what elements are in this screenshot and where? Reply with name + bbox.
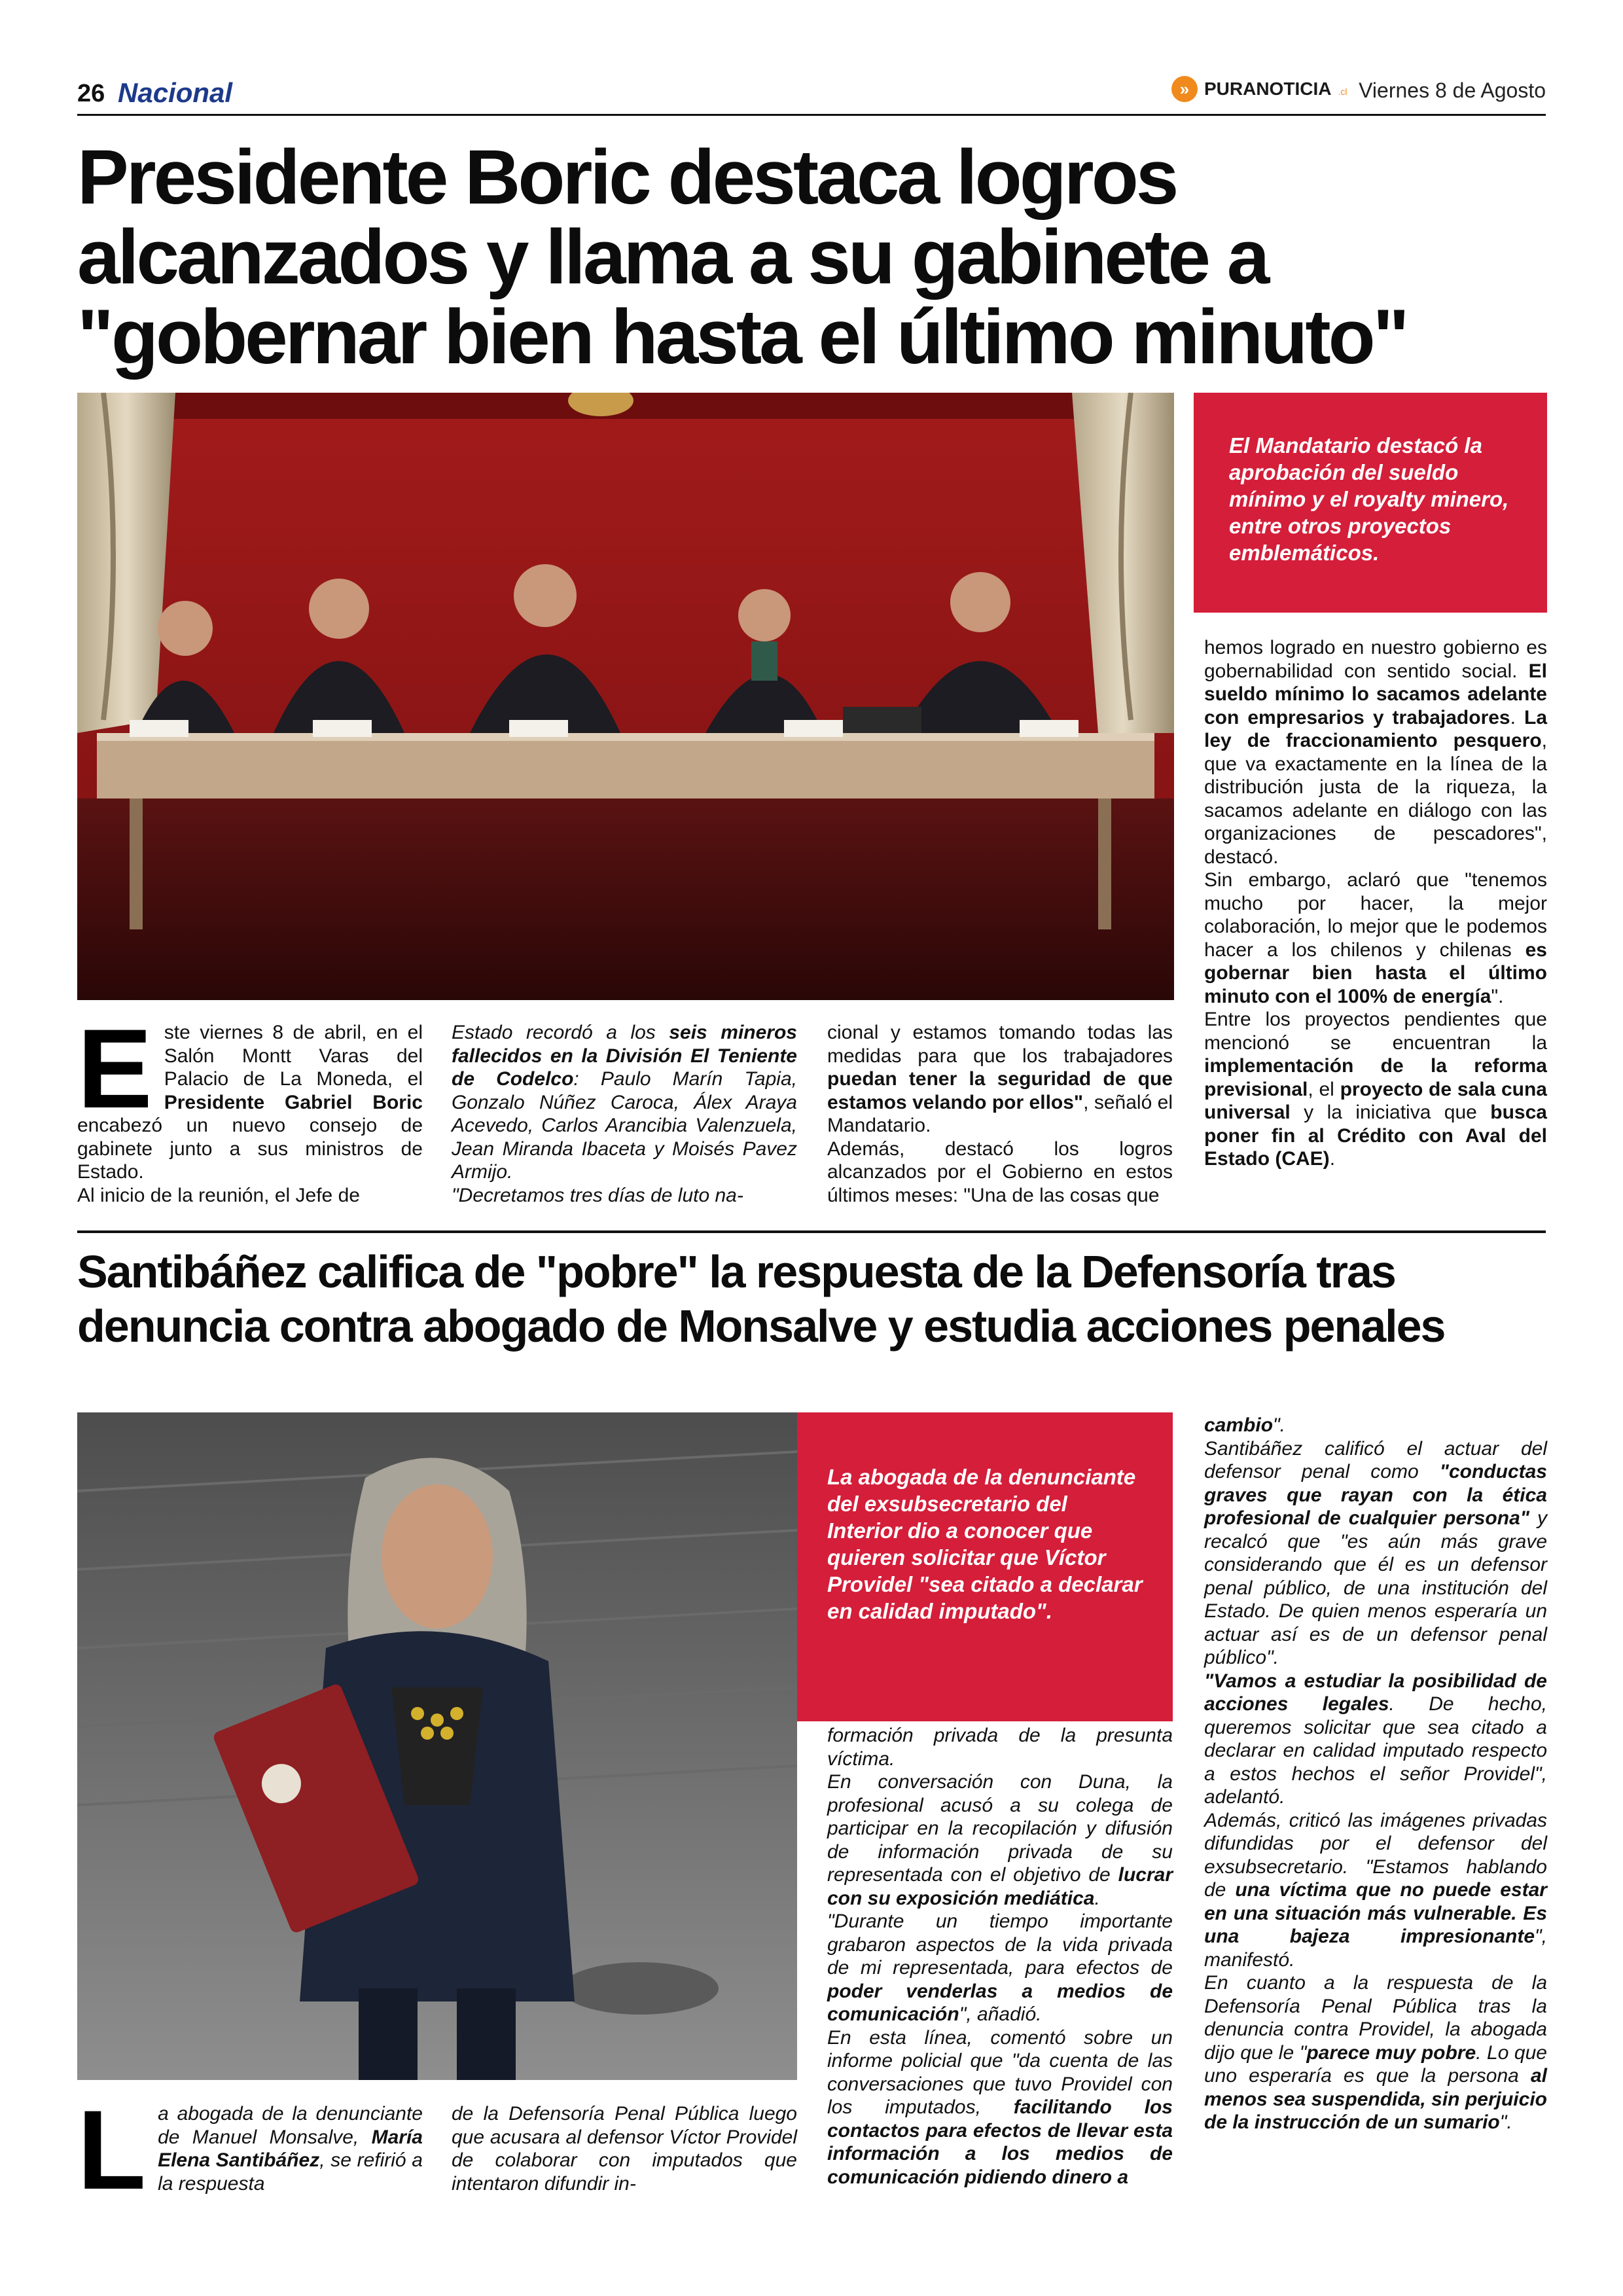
- a2c4-bold-5: parece muy pobre: [1306, 2041, 1476, 2064]
- article2-column-4: [1204, 1414, 1547, 2134]
- a1c1-text-3: Al inicio de la reunión, el Jefe de: [77, 1184, 360, 1206]
- a1c1-text-1: ste viernes 8 de abril, en el Salón Montt Varas del Palacio de La Moneda, el: [164, 1022, 423, 1090]
- a2c4-text-9: ".: [1499, 2111, 1512, 2133]
- a2c3-bold-1: lucrar con su exposición mediática: [827, 1864, 1173, 1909]
- a2c4-text-3: y recalcó que "es aún más grave considerando que él es un defensor penal público, de una institución del Estado. De quien menos esperaría un actuar así es de un defensor penal público".: [1204, 1507, 1547, 1668]
- a1c4-text-5: ".: [1491, 985, 1504, 1007]
- a2c1-bold-1: María Elena Santibáñez: [158, 2126, 423, 2171]
- article2-callout: [797, 1412, 1173, 1721]
- a2c3-text-5: ", añadió.: [959, 2003, 1042, 2025]
- a2c2-text-1: de la Defensoría Penal Pública luego que acusara al defensor Víctor Providel de colaborar con imputados que intentaron difundir in-: [452, 2103, 797, 2195]
- a2c3-text-2: En conversación con Duna, la profesional acusó a su colega de participar en la recopilación y difusión de información privada de su representada con el objetivo de: [827, 1771, 1173, 1886]
- a2c4-bold-4: una víctima que no puede estar en una situación más vulnerable. Es una bajeza impresionante: [1204, 1879, 1547, 1947]
- a1c3-bold-1: puedan tener la seguridad de que estamos velando por ellos": [827, 1068, 1173, 1113]
- article2-callout-text: La abogada de la denunciante del exsubsecretario del Interior dio a conocer que quieren solicitar que Víctor Providel "sea citado a declarar en calidad imputado".: [827, 1465, 1143, 1623]
- a1c2-text-1: Estado recordó a los: [452, 1022, 669, 1043]
- a1c4-text-2: .: [1510, 706, 1524, 728]
- a2c4-text-5: Además, criticó las imágenes privadas difundidas por el defensor del exsubsecretario. "Estamos hablando de: [1204, 1809, 1547, 1901]
- a1c4-text-8: y la iniciativa que: [1290, 1102, 1491, 1123]
- article1-column-4: [1204, 636, 1547, 1171]
- a2c4-text-8: . Lo que uno esperaría es que la persona: [1204, 2041, 1547, 2087]
- a1c4-bold-4: implementación de la reforma previsional: [1204, 1055, 1547, 1100]
- a2c4-bold-2: "conductas graves que rayan con la ética profesional de cualquier persona": [1204, 1461, 1547, 1529]
- lawyer-walking-illustration: [77, 1412, 797, 2080]
- brand-suffix: .cl: [1338, 86, 1347, 97]
- article1-callout: [1194, 393, 1547, 613]
- brand-name: PURANOTICIA: [1204, 79, 1332, 99]
- a1c4-bold-5: proyecto de sala cuna universal: [1204, 1078, 1547, 1123]
- a1c4-text-7: , el: [1308, 1078, 1340, 1100]
- page-number: 26: [77, 80, 105, 107]
- a1c3-text-3: Además, destacó los logros alcanzados por el Gobierno en estos últimos meses: "Una de las cosas que: [827, 1138, 1173, 1206]
- a1c4-bold-1: El sueldo mínimo lo sacamos adelante con empresarios y trabajadores: [1204, 660, 1547, 728]
- issue-date: Viernes 8 de Agosto: [1359, 79, 1546, 102]
- header-divider: [77, 114, 1546, 116]
- section-name: Nacional: [118, 77, 233, 108]
- article1-column-3: [827, 1021, 1173, 1207]
- a2c4-text-1: ".: [1273, 1414, 1286, 1436]
- a1c3-text-1: cional y estamos tomando todas las medidas para que los trabajadores: [827, 1022, 1173, 1067]
- article2-dropcap: L: [77, 2087, 147, 2213]
- article1-callout-text: El Mandatario destacó la aprobación del sueldo mínimo y el royalty minero, entre otros proyectos emblemáticos.: [1229, 433, 1509, 565]
- a1c4-text-1: hemos logrado en nuestro gobierno es gobernabilidad con sentido social.: [1204, 637, 1547, 682]
- a1c4-text-9: .: [1329, 1148, 1336, 1170]
- a2c4-text-6: ", manifestó.: [1204, 1926, 1547, 1971]
- article2-column-1: [77, 2087, 423, 2213]
- a2c3-text-3: .: [1094, 1887, 1100, 1909]
- a2c4-text-4: . De hecho, queremos solicitar que sea citado a declarar en calidad imputado respecto a estos hechos el señor Providel", adelantó.: [1204, 1693, 1547, 1808]
- brand-chevron-icon: »: [1171, 76, 1198, 102]
- a1c4-bold-3: es gobernar bien hasta el último minuto con el 100% de energía: [1204, 939, 1547, 1007]
- a2c1-text-2: , se refirió a la respuesta: [158, 2149, 423, 2195]
- article1-column-2: [452, 1021, 797, 1207]
- article-divider: [77, 1230, 1546, 1233]
- a2c3-text-6: En esta línea, comentó sobre un informe policial que "da cuenta de las conversaciones que tuvo Providel con los imputados,: [827, 2026, 1173, 2118]
- a1c4-text-6: Entre los proyectos pendientes que mencionó se encuentran la: [1204, 1009, 1547, 1054]
- a1c1-bold-1: Presidente Gabriel Boric: [164, 1091, 423, 1113]
- a2c3-text-1: formación privada de la presunta víctima.: [827, 1725, 1173, 1770]
- article1-column-1: [77, 1006, 423, 1207]
- article2-column-3: [827, 1724, 1173, 2189]
- brand-logo: [1171, 76, 1347, 102]
- article2-headline: Santibáñez califica de "pobre" la respuesta de la Defensoría tras denuncia contra abogado de Monsalve y estudia acciones penales: [77, 1246, 1445, 1352]
- article1-dropcap: E: [77, 1006, 152, 1132]
- a1c3-text-2: , señaló el Mandatario.: [827, 1091, 1173, 1136]
- a1c4-bold-2: La ley de fraccionamiento pesquero: [1204, 706, 1548, 751]
- a1c2-text-2: : Paulo Marín Tapia, Gonzalo Núñez Caroca, Álex Araya Acevedo, Carlos Arancibia Valenzuela, Jean Miranda Ibaceta y Moisés Pavez Armijo.: [452, 1068, 797, 1183]
- a2c4-text-2: Santibáñez calificó el actuar del defensor penal como: [1204, 1437, 1547, 1482]
- a2c4-bold-3: "Vamos a estudiar la posibilidad de acciones legales: [1204, 1670, 1547, 1715]
- a2c3-bold-3: facilitando los contactos para efectos de llevar esta información a los medios de comunicación pidiendo dinero a: [827, 2096, 1173, 2188]
- a2c4-text-7: En cuanto a la respuesta de la Defensoría Penal Pública tras la denuncia contra Providel, la abogada dijo que le ": [1204, 1972, 1547, 2064]
- a2c4-bold-6: al menos sea suspendida, sin perjuicio de la instrucción de un sumario: [1204, 2065, 1547, 2133]
- a1c2-bold-1: seis mineros fallecidos en la División El Teniente de Codelco: [452, 1022, 797, 1090]
- a2c3-text-4: "Durante un tiempo importante grabaron aspectos de la vida privada de mi representada, para efectos de: [827, 1910, 1173, 1979]
- lawyer-walking-photo: [77, 1412, 797, 2080]
- a1c1-text-2: encabezó un nuevo consejo de gabinete junto a sus ministros de Estado.: [77, 1115, 423, 1183]
- a1c4-text-3: , que va exactamente en la línea de la distribución justa de la riqueza, la sacamos adelante en diálogo con las organizaciones de pescadores", destacó.: [1204, 730, 1547, 868]
- a1c4-bold-6: busca poner fin al Crédito con Aval del Estado (CAE): [1204, 1102, 1547, 1170]
- a2c1-text-1: a abogada de la denunciante de Manuel Monsalve,: [158, 2103, 423, 2148]
- article2-column-2: [452, 2102, 797, 2195]
- a1c4-text-4: Sin embargo, aclaró que "tenemos mucho por hacer, la mejor colaboración, lo mejor que le podemos hacer a los chilenos y chilenas: [1204, 869, 1547, 961]
- article1-headline: Presidente Boric destaca logros alcanzados y llama a su gabinete a "gobernar bien hasta el último minuto": [77, 134, 1407, 380]
- a2c3-bold-2: poder venderlas a medios de comunicación: [827, 1980, 1173, 2025]
- a1c2-text-3: "Decretamos tres días de luto na-: [452, 1184, 743, 1206]
- cabinet-meeting-illustration: [77, 393, 1174, 1000]
- cabinet-meeting-photo: [77, 393, 1174, 1000]
- a2c4-bold-1: cambio: [1204, 1414, 1274, 1436]
